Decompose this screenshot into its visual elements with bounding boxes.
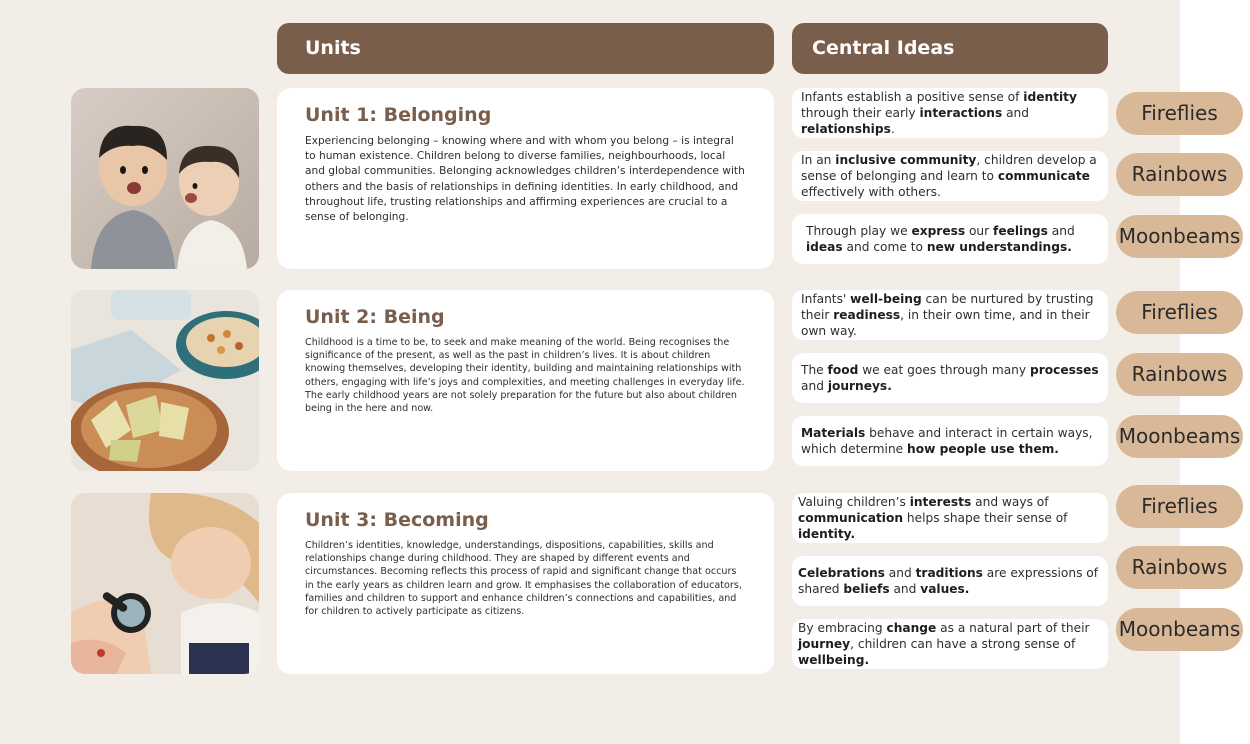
idea-text: Through play we express our feelings and ideas and come to new understandings.	[806, 224, 1075, 254]
class-pill-rainbows: Rainbows	[1116, 153, 1243, 196]
idea-keyword: inclusive community	[835, 153, 977, 167]
unit-2-title: Unit 2: Being	[305, 306, 445, 328]
idea-keyword: identity	[1023, 90, 1077, 104]
idea-keyword: change	[886, 621, 937, 635]
idea-keyword: processes	[1030, 363, 1099, 377]
food-ketupat-photo	[71, 290, 259, 471]
idea-text: Infants' well-being can be nurtured by trusting their readiness, in their own time, and in their own way.	[801, 292, 1094, 338]
idea-keyword: communication	[798, 511, 904, 525]
idea-keyword: Materials	[801, 426, 866, 440]
idea-keyword: journeys.	[827, 379, 892, 393]
unit-3-photo	[71, 493, 259, 674]
idea-text: The food we eat goes through many processes and journeys.	[801, 363, 1099, 393]
class-pill-moonbeams: Moonbeams	[1116, 215, 1243, 258]
idea-keyword: ideas	[806, 240, 843, 254]
idea-keyword: express	[911, 224, 966, 238]
idea-keyword: relationships	[801, 122, 891, 136]
unit-1-description: Experiencing belonging – knowing where and with whom you belong – is integral to human existence. Children belong to diverse families, neighbourhoods, local and global communities. Belonging acknowledges children’s interdependence with others and the basis of relationships in defining identities. In early childhood, and throughout life, trusting relationships and affirming experiences are crucial to a sense of belonging.	[305, 135, 745, 224]
idea-keyword: feelings	[993, 224, 1048, 238]
idea-unit3-moonbeams	[792, 619, 1108, 669]
idea-keyword: beliefs	[843, 582, 890, 596]
idea-keyword: journey	[798, 637, 851, 651]
idea-text: Infants establish a positive sense of identity through their early interactions and relationships.	[801, 90, 1077, 136]
two-toddlers-photo	[71, 88, 259, 269]
central-ideas-header: Central Ideas	[792, 23, 1108, 74]
idea-unit3-fireflies	[792, 493, 1108, 543]
idea-unit2-fireflies	[792, 290, 1108, 340]
idea-keyword: well-being	[850, 292, 922, 306]
idea-keyword: traditions	[915, 566, 983, 580]
idea-keyword: values.	[920, 582, 970, 596]
idea-text: Valuing children’s interests and ways of communication helps shape their sense of identity.	[798, 495, 1068, 541]
unit-1-photo	[71, 88, 259, 269]
class-pill-fireflies: Fireflies	[1116, 92, 1243, 135]
class-pill-moonbeams: Moonbeams	[1116, 608, 1243, 651]
idea-unit1-moonbeams	[792, 214, 1108, 264]
idea-keyword: how people use them.	[907, 442, 1059, 456]
unit-3-card	[277, 493, 774, 674]
class-pill-rainbows: Rainbows	[1116, 353, 1243, 396]
idea-text: In an inclusive community, children develop a sense of belonging and learn to communicate effectively with others.	[801, 153, 1097, 199]
idea-unit2-moonbeams	[792, 416, 1108, 466]
idea-unit1-rainbows	[792, 151, 1108, 201]
idea-text: Celebrations and traditions are expressions of shared beliefs and values.	[798, 566, 1099, 596]
idea-keyword: communicate	[997, 169, 1090, 183]
unit-1-title: Unit 1: Belonging	[305, 104, 492, 126]
units-header: Units	[277, 23, 774, 74]
class-pill-fireflies: Fireflies	[1116, 485, 1243, 528]
unit-2-description: Childhood is a time to be, to seek and make meaning of the world. Being recognises the significance of the present, as well as the past in children’s lives. It is about children knowing themselves, developing their identity, building and maintaining relationships with others, engaging with life’s joys and complexities, and meeting challenges in everyday life. The early childhood years are not solely preparation for the future but also about children being in the here and now.	[305, 337, 745, 415]
class-pill-rainbows: Rainbows	[1116, 546, 1243, 589]
idea-text: By embracing change as a natural part of their journey, children can have a strong sense of wellbeing.	[798, 621, 1090, 667]
idea-keyword: wellbeing.	[798, 653, 870, 667]
idea-unit1-fireflies	[792, 88, 1108, 138]
idea-keyword: new understandings.	[926, 240, 1072, 254]
class-pill-moonbeams: Moonbeams	[1116, 415, 1243, 458]
idea-keyword: readiness	[833, 308, 901, 322]
class-pill-fireflies: Fireflies	[1116, 291, 1243, 334]
idea-keyword: identity.	[798, 527, 856, 541]
idea-keyword: interactions	[919, 106, 1003, 120]
idea-keyword: food	[827, 363, 859, 377]
unit-2-photo	[71, 290, 259, 471]
idea-text: Materials behave and interact in certain ways, which determine how people use them.	[801, 426, 1093, 456]
idea-unit3-rainbows	[792, 556, 1108, 606]
idea-unit2-rainbows	[792, 353, 1108, 403]
idea-keyword: Celebrations	[798, 566, 885, 580]
unit-3-description: Children’s identities, knowledge, understandings, dispositions, capabilities, skills and relationships change during childhood. They are shaped by different events and circumstances. Becoming reflects this process of rapid and significant change that occurs in the early years as children learn and grow. It emphasises the collaboration of educators, families and children to support and enhance children’s connections and capabilities, and for children to actively participate as citizens.	[305, 540, 742, 618]
unit-2-card	[277, 290, 774, 471]
unit-1-card	[277, 88, 774, 269]
idea-keyword: interests	[909, 495, 972, 509]
unit-3-title: Unit 3: Becoming	[305, 509, 489, 531]
child-magnifying-glass-photo	[71, 493, 259, 674]
